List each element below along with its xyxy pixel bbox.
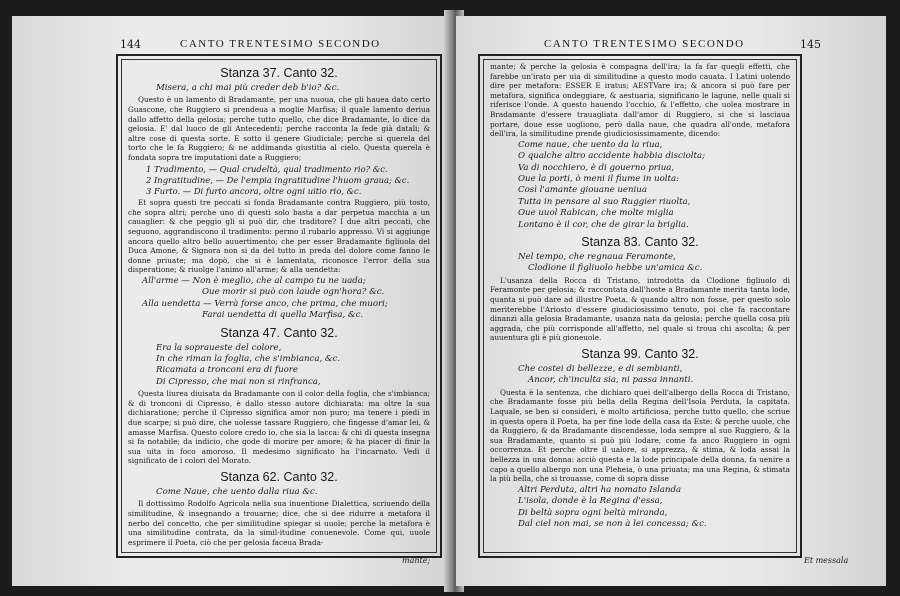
stanza-99-commentary: Questa è la sentenza, che dichiaro quei dell'albergo della Rocca di Tristano, che Bradamante fosse più bella della Regina dell'Isola Perduta, la capitata. Laquale, se ben si consideri, è molto artificiosa, perche tutto quello, che scriue in questa opera il Poeta, ha per fine lode della casa da Este: & perche uuole, che da Ruggiero, & da Bradamante discendesse, loda sempre al suo Ruggiero, & la sua Bradamante, quanto si può più lodare, come fa anco Ruggiero in ogni occorrenza. Et perche oltre il ualore, si apprezza, & stima, & loda assai la bellezza in una donna: acciò questa e la lode principale della donna, fa uenire a capo a quello albergo non una Pleheia, ò una priuata; ma una Regina, & stimata la più bella, che si trouasse, come di sopra disse <box>490 387 790 484</box>
stanza-37-list <box>146 164 430 198</box>
verse-line: L'isola, donde è la Regina d'essa, <box>518 496 663 507</box>
right-catchword: Et messala <box>804 556 849 565</box>
stanza-47-commentary: Questa liurea diuisata da Bradamante con il color della foglia, che s'imbianca; & di tronconi di Cipresso, è dallo stesso autore dichiarata: ma oltre la sua dichiaratione; perche il Cipresso significa amor non puro; ma tenere i piedi in due scarpe; si può dire, che uolesse tassare Ruggiero, che fingesse d'amar lei, & amasse Marfisa. Questo colore credo io, che sia la lacca: & chi di questa insegna si fa notabile; da indicio, che gode di morire per amore; & ha piacer di finir la sua uita in foco amoroso. Il medesimo significato ha l'incarnato. Vedi il significato de i colori del Morato. <box>128 389 430 466</box>
stanza-62-commentary: Il dottissimo Rodolfo Agricola nella sua inuentione Dialettica, scriuendo della similitudine, & insegnando a trouarne; dice, che si dee ridurre a metafora il nerbo del concetto, che per similitudine spiegar si uuole; perche la metafora è una similitudine contrata, da la simil-itudine conuenevole. Come qui, uuole esprimere il Poeta, ciò che per gelosia faceua Brada- <box>128 499 430 547</box>
left-catchword: mante; <box>402 556 431 565</box>
list-item: 3 Furto. — Di furto ancora, oltre ogni uitio rio, &c. <box>146 185 362 196</box>
stanza-37-verse: Misera, a chi mai più creder deb b'io? &c. <box>156 83 340 93</box>
open-book <box>8 10 892 592</box>
left-text-block <box>128 62 430 550</box>
verse-line: Tutta in pensare al suo Ruggier riuolta, <box>518 196 691 207</box>
verse-line: Ancor, ch'inculta sia, ni passa innanti. <box>528 375 694 386</box>
stanza-37-commentary: Questo è un lamento di Bradamante, per una nuoua, che gli hauea dato certo Guascone, che Ruggiero si prendeua a moglie Marfisa; il quale lamento deriua dallo affetto della gelosia; perche tutto quello, che dice Bradamante, lo dice da gelosia. E' dal luoco de gli Antecedenti; perche racconta la fede già datali; & altre cose di questa sorte. E sotto il genere Giudiciale; perche si querela del torto che le fa Ruggiero; & ne addimanda giustitia al cielo. Questa querela è fondata sopra tre imputationi date a Ruggiero; <box>128 95 430 162</box>
stanza-37-heading: Stanza 37. Canto 32. <box>220 66 338 80</box>
stanza-62-heading: Stanza 62. Canto 32. <box>220 469 338 484</box>
right-page <box>456 16 886 586</box>
stanza-83-commentary: L'usanza della Rocca di Tristano, introdotta da Clodione figliuolo di Feramonte per gelosia; & raccontata dall'hoste a Bradamante merita tanta lode, quanta si può dare ad illustre Poeta, & quando altro non fosse, per questo solo meriterebbe l'Ariosto d'essere giudiciosissimo tenuto, poi che fa raccontare dinanzi alla gelosia Bradamante, usanza nata da gelosia; perche quella cosa più aggrada, che più corrisponde all'affetto, nel quale si troua chi ascolta; & per auuentura gli è più gioneuole. <box>490 275 790 343</box>
left-page-number: 144 <box>120 38 141 51</box>
left-running-head: CANTO TRENTESIMO SECONDO <box>180 38 381 50</box>
verse-line: Va di nocchiero, è di gouerno priua, <box>518 162 675 173</box>
verse-line: Dal ciel non mai, se non à lei concessa; &c. <box>518 518 707 529</box>
list-item: 2 Ingratitudine, — De l'empia ingratitudine l'huom graua; &c. <box>146 174 410 185</box>
list-item: 1 Tradimento, — Qual crudeltà, qual tradimento rio? &c. <box>146 163 388 174</box>
verse-line: In che riman la foglia, che s'imbianca, &c. <box>156 353 341 364</box>
right-running-head: CANTO TRENTESIMO SECONDO <box>544 38 745 50</box>
verse-line: Farai uendetta di quella Marfisa, &c. <box>202 310 364 321</box>
stanza-37-commentary-2: Et sopra questi tre peccati si fonda Bradamante contra Ruggiero, più tosto, che sopra altri; perche uno di questi solo basta a dar perpetua macchia a un cauaglier: & che peggio gli si può dir, che traditore? I due altri peccati, che seguono, aggrandiscono il tradimento: permo il rubarlo appresso. Vi si aggiunge ancora quello altro bello auuertimento; che per esser Bradamante figliuola del Duca Amone, & Signora non si da del tutto in preda del dolore come fanno le donne priuate; ma dopò, che si è lamentata, riconosce l'error della sua disperatione; & riuolge l'animo all'arme; & alla uendetta: <box>128 198 430 275</box>
verse-line: All'arme — Non è meglio, che al campo tu ne uada; <box>142 275 366 286</box>
intro-commentary: mante; & perche la gelosia è compagna dell'ira; la fa far quegli effetti, che farebbe un'irato per uia di similitudine a questo modo cauata. I Latini uolendo dire per metafora: ESSER E iratus; AESTVare ira; & ancora si può fare per metafora, significa ondeggiare, & aestuaria, significano le lagune, nelle quali si riferisce l'onde. A questo hauendo l'occhio, & l'effetto, che uolea mostrare in Bradamante d'essere trauagliata dall'amor di Ruggiero, si che si lasciaua portare, doue esse uogliono, però dalla naue, che quadra all'onde, metafora dell'ira, la similitudine prende giudiciosissimamente, dicendo: <box>490 62 790 139</box>
stanza-83-verse <box>518 252 790 275</box>
right-text-block <box>490 62 790 550</box>
stanza-99-heading: Stanza 99. Canto 32. <box>581 346 699 361</box>
verse-line: Altri Perduta, altri ha nomato Islanda <box>518 484 682 495</box>
verse-line: Clodione il figliuolo hebbe un'amica &c. <box>528 263 703 274</box>
verse-line: Era la sopraueste del colore, <box>156 342 282 353</box>
verse-line: Di beltà sopra ogni beltà miranda, <box>518 507 668 518</box>
stanza-62-verse: Come Naue, che uento dalla riua &c. <box>156 486 318 497</box>
verse-line: Che costei di bellezze, e di sembianti, <box>518 363 683 374</box>
stanza-83-heading: Stanza 83. Canto 32. <box>581 235 699 249</box>
stanza-99-verse <box>518 364 790 387</box>
left-text-frame <box>116 54 442 558</box>
verse-line: Oue morir si può con laude ogn'hora? &c. <box>202 287 385 298</box>
left-page <box>12 16 450 586</box>
closing-verse <box>518 485 790 531</box>
stanza-47-heading: Stanza 47. Canto 32. <box>220 325 338 340</box>
stanza-47-verse <box>156 343 430 389</box>
verse-line: Oue uuol Rabican, che molte miglia <box>518 208 674 219</box>
verse-line: Nel tempo, che regnaua Feramonte, <box>518 252 676 262</box>
verse-line: Come naue, che uento da la riua, <box>518 139 663 150</box>
right-page-number: 145 <box>800 38 821 51</box>
right-text-frame <box>478 54 802 558</box>
simile-verse <box>518 140 790 231</box>
verse-line: Di Cipresso, che mai non si rinfranca, <box>156 376 321 387</box>
stanza-37-verse-2 <box>142 276 430 322</box>
verse-line: Ricamata a tronconi era di fuore <box>156 365 298 376</box>
verse-line: Alla uendetta — Verrà forse anco, che prima, che muori; <box>142 298 388 309</box>
verse-line: O qualche altro accidente habbia disciolta; <box>518 151 705 162</box>
verse-line: Lontano è il cor, che de girar la briglia. <box>518 219 689 230</box>
verse-line: Oue la porti, ò meni il fiume in uolta: <box>518 173 680 184</box>
verse-line: Così l'amante giouane ueniua <box>518 185 647 196</box>
